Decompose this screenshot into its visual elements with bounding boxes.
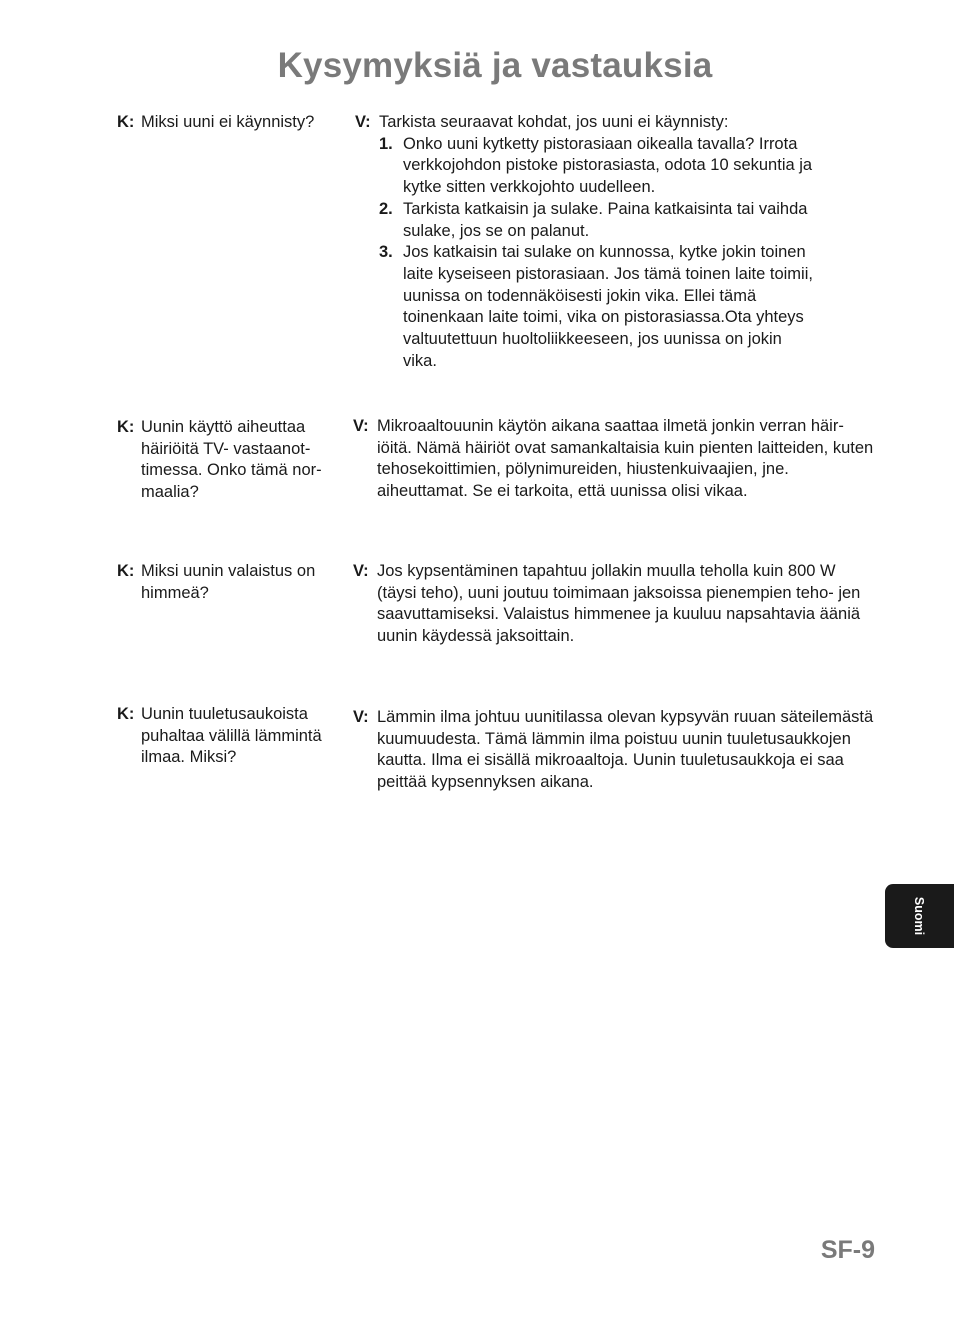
question-text: Uunin tuuletusaukoista puhaltaa välillä lämmintä ilmaa. Miksi?: [141, 705, 322, 767]
list-item: [379, 199, 819, 242]
question-3: [117, 561, 342, 604]
question-label: K:: [117, 705, 135, 723]
step-text: Onko uuni kytketty pistorasiaan oikealla tavalla? Irrota verkkojohdon pistoke pistorasiasta, odota 10 sekuntia ja kytke sitten verkkojohto uudelleen.: [403, 134, 813, 197]
page-number: SF-9: [820, 1236, 875, 1264]
answer-1: [355, 112, 880, 372]
question-2: [117, 417, 342, 504]
question-text: Miksi uunin valaistus on himmeä?: [141, 562, 316, 602]
answer-text: Jos kypsentäminen tapahtuu jollakin muulla teholla kuin 800 W (täysi teho), uuni joutuu toimimaan jaksoissa pienempien teho- jen saavuttamiseksi. Valaistus himmenee ja kuuluu napsahtavia ääniä uunin käydessä jaksoittain.: [377, 562, 861, 646]
answer-4: [353, 707, 878, 794]
answer-text: Mikroaaltouunin käytön aikana saattaa ilmetä jonkin verran häir- iöitä. Nämä häiriöt ovat samankaltaisia kuin pienten laitteiden, kuten tehosekoittimien, pölynimureiden, hiustenkuivaajien, jne. aiheuttamat. Se ei tarkoita, että uunissa olisi vikaa.: [377, 417, 874, 501]
language-tab: [885, 884, 954, 948]
answer-label: V:: [353, 708, 369, 726]
step-text: Tarkista katkaisin ja sulake. Paina katkaisinta tai vaihda sulake, jos se on palanut.: [403, 199, 808, 240]
page-title: Kysymyksiä ja vastauksia: [277, 46, 713, 85]
step-number: 2.: [379, 199, 393, 218]
question-label: K:: [117, 418, 135, 436]
question-4: [117, 704, 342, 769]
question-text: Miksi uuni ei käynnisty?: [141, 113, 315, 131]
answer-2: [353, 416, 878, 503]
steps-list: [355, 134, 819, 373]
list-item: [379, 134, 819, 199]
question-label: K:: [117, 562, 135, 580]
language-tab-label: Suomi: [912, 896, 926, 936]
answer-label: V:: [353, 417, 369, 435]
step-text: Jos katkaisin tai sulake on kunnossa, kytke jokin toinen laite kyseiseen pistorasiaan. Jos tämä toinen laite toimii, uunissa on todennäköisesti jokin vika. Ellei tämä toinenkaan laite toimi, vika on pistorasiassa.Ota yhteys valtuutettuun huoltoliikkeeseen, jos uunissa on jokin vika.: [403, 243, 813, 370]
answer-3: [353, 561, 878, 648]
answer-label: V:: [355, 113, 371, 131]
question-1: [117, 112, 342, 134]
answer-text: Tarkista seuraavat kohdat, jos uuni ei käynnisty:: [379, 113, 729, 131]
answer-text: Lämmin ilma johtuu uunitilassa olevan kypsyvän ruuan säteilemästä kuumuudesta. Tämä lämmin ilma poistuu uunin tuuletusaukkojen kautta. Ilma ei sisällä mikroaaltoja. Uunin tuuletusaukkoja ei saa peittää kypsennyksen aikana.: [377, 708, 874, 792]
step-number: 1.: [379, 134, 393, 153]
step-number: 3.: [379, 243, 393, 262]
question-label: K:: [117, 113, 135, 131]
answer-label: V:: [353, 562, 369, 580]
question-text: Uunin käyttö aiheuttaa häiriöitä TV- vastaanot- timessa. Onko tämä nor- maalia?: [141, 418, 322, 502]
list-item: [379, 242, 819, 372]
